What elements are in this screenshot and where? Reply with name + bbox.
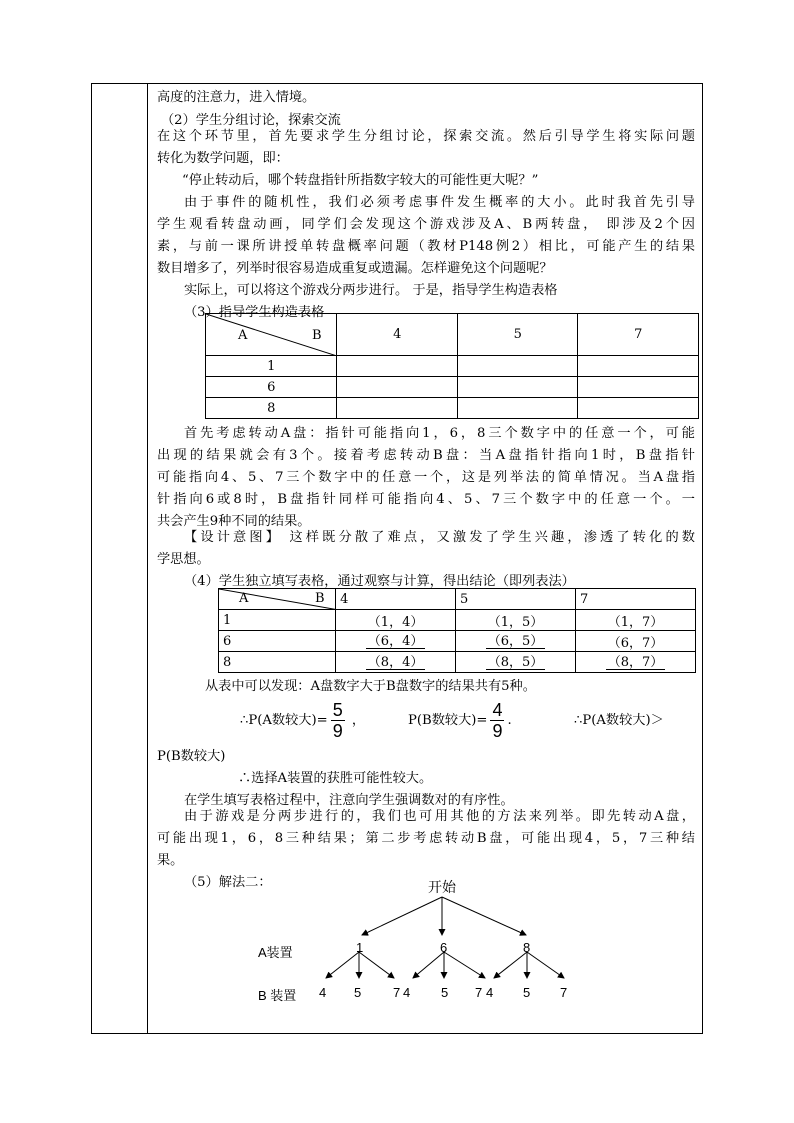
column-header: 4: [337, 314, 458, 356]
fraction-denominator: 9: [332, 721, 343, 741]
text-line-12: 首先考虑转动A盘：指针可能指向1，6，8三个数字中的任意一个，可能: [184, 426, 695, 441]
row-header: 8: [219, 652, 336, 673]
section-3-heading: （3）指导学生构造表格: [184, 305, 325, 320]
tree-intro-2: 可能出现1，6，8三种结果；第二步考虑转动B盘，可能出现4，5，7三种结: [157, 831, 695, 846]
fraction-numerator: 5: [332, 700, 343, 720]
corner-b-label: B: [312, 328, 322, 343]
b-node: 4: [486, 985, 494, 1000]
column-header: 5: [457, 314, 578, 356]
text-line-1: 高度的注意力，进入情境。: [157, 90, 316, 105]
a-node: 6: [440, 940, 448, 955]
section-4-heading: （4）学生独立填写表格，通过观察与计算，得出结论（即列表法）: [184, 574, 575, 589]
a-device-label: A装置: [258, 945, 293, 960]
table-cell: （1，4）: [336, 610, 456, 631]
b-device-label: B 装置: [258, 988, 297, 1003]
column-header: 5: [456, 589, 576, 610]
row-header: 6: [206, 377, 337, 398]
text-line-4: 转化为数学问题，即：: [157, 151, 289, 166]
tree-intro-1: 由于游戏是分两步进行的，我们也可用其他的方法来列举。即先转动A盘，: [184, 809, 695, 824]
row-header: 1: [219, 610, 336, 631]
corner-a-label: A: [239, 591, 249, 606]
underlined-answer: （6，5）: [487, 633, 544, 649]
fraction-numerator: 4: [492, 700, 503, 720]
order-note: 在学生填写表格过程中，注意向学生强调数对的有序性。: [184, 793, 514, 808]
pa-label: ∴P(A数较大)=: [240, 713, 328, 728]
table-cell: （1，7）: [576, 610, 696, 631]
column-header: 7: [576, 589, 696, 610]
corner-b-label: B: [315, 591, 325, 606]
b-node: 4: [319, 985, 327, 1000]
b-node: 4: [403, 985, 411, 1000]
text-line-9: 数目增多了，列举时很容易造成重复或遗漏。怎样避免这个问题呢？: [157, 261, 553, 276]
corner-a-label: A: [238, 328, 248, 343]
underlined-answer: （8，4）: [367, 654, 424, 670]
method-2-heading: （5）解法二：: [184, 875, 272, 890]
b-node: 5: [354, 985, 362, 1000]
text-line-7: 学生观看转盘动画，同学们会发现这个游戏涉及A、B两转盘， 即涉及2个因: [157, 217, 695, 232]
choice-conclusion: ∴选择A装置的获胜可能性较大。: [238, 771, 433, 786]
tree-diagram: [91, 870, 703, 1020]
comparison-continued: P(B数较大): [157, 749, 226, 764]
text-line-15: 针指向6或8时，B盘指针同样可能指向4、5、7三个数字中的任意一个。一: [157, 492, 695, 507]
pb-label: P(B数较大)=: [408, 713, 488, 728]
design-intent: 【设计意图】 这样既分散了难点，又激发了学生兴趣，渗透了转化的数: [184, 530, 695, 545]
text-line-10: 实际上，可以将这个游戏分两步进行。 于是，指导学生构造表格: [184, 283, 558, 298]
text-line-18: 学思想。: [157, 552, 210, 567]
fraction-denominator: 9: [492, 721, 503, 741]
table-cell: （1，5）: [456, 610, 576, 631]
underlined-answer: （8，7）: [607, 654, 664, 670]
text-line-3: 在这个环节里，首先要求学生分组讨论，探索交流。然后引导学生将实际问题: [157, 129, 695, 144]
underlined-answer: （8，5）: [487, 654, 544, 670]
column-header: 4: [336, 589, 456, 610]
row-header: 6: [219, 631, 336, 652]
text-line-13: 出现的结果就会有3个。接着考虑转动B盘：当A盘指针指向1时，B盘指针: [157, 448, 695, 463]
question-quote: “停止转动后，哪个转盘指针所指数字较大的可能性更大呢？”: [182, 173, 539, 188]
b-node: 7: [560, 985, 568, 1000]
comparison: ∴P(A数较大)＞: [574, 713, 664, 728]
column-header: 7: [578, 314, 699, 356]
separator: ，: [351, 713, 366, 728]
tree-start-node: 开始: [428, 879, 456, 895]
row-header: 8: [206, 398, 337, 419]
observation-line: 从表中可以发现：A盘数字大于B盘数字的结果共有5种。: [205, 679, 536, 694]
b-node: 5: [441, 985, 449, 1000]
row-header: 1: [206, 356, 337, 377]
b-node: 7: [393, 985, 401, 1000]
text-line-8: 素，与前一课所讲授单转盘概率问题（教材P148例2）相比，可能产生的结果: [157, 239, 695, 254]
text-line-6: 由于事件的随机性，我们必须考虑事件发生概率的大小。此时我首先引导: [184, 195, 695, 210]
underlined-answer: （6，4）: [367, 633, 424, 649]
b-node: 5: [523, 985, 531, 1000]
table-cell: （6，7）: [576, 631, 696, 652]
a-node: 8: [523, 940, 531, 955]
period: .: [507, 713, 512, 728]
tree-intro-3: 果。: [157, 853, 184, 868]
a-node: 1: [356, 940, 364, 955]
text-line-16: 共会产生9种不同的结果。: [157, 514, 311, 529]
text-line-14: 可能指向4、5、7三个数字中的任意一个，这是列举法的简单情况。当A盘指: [157, 470, 695, 485]
b-node: 7: [475, 985, 483, 1000]
section-2-heading: （2）学生分组讨论，探索交流: [161, 113, 341, 128]
